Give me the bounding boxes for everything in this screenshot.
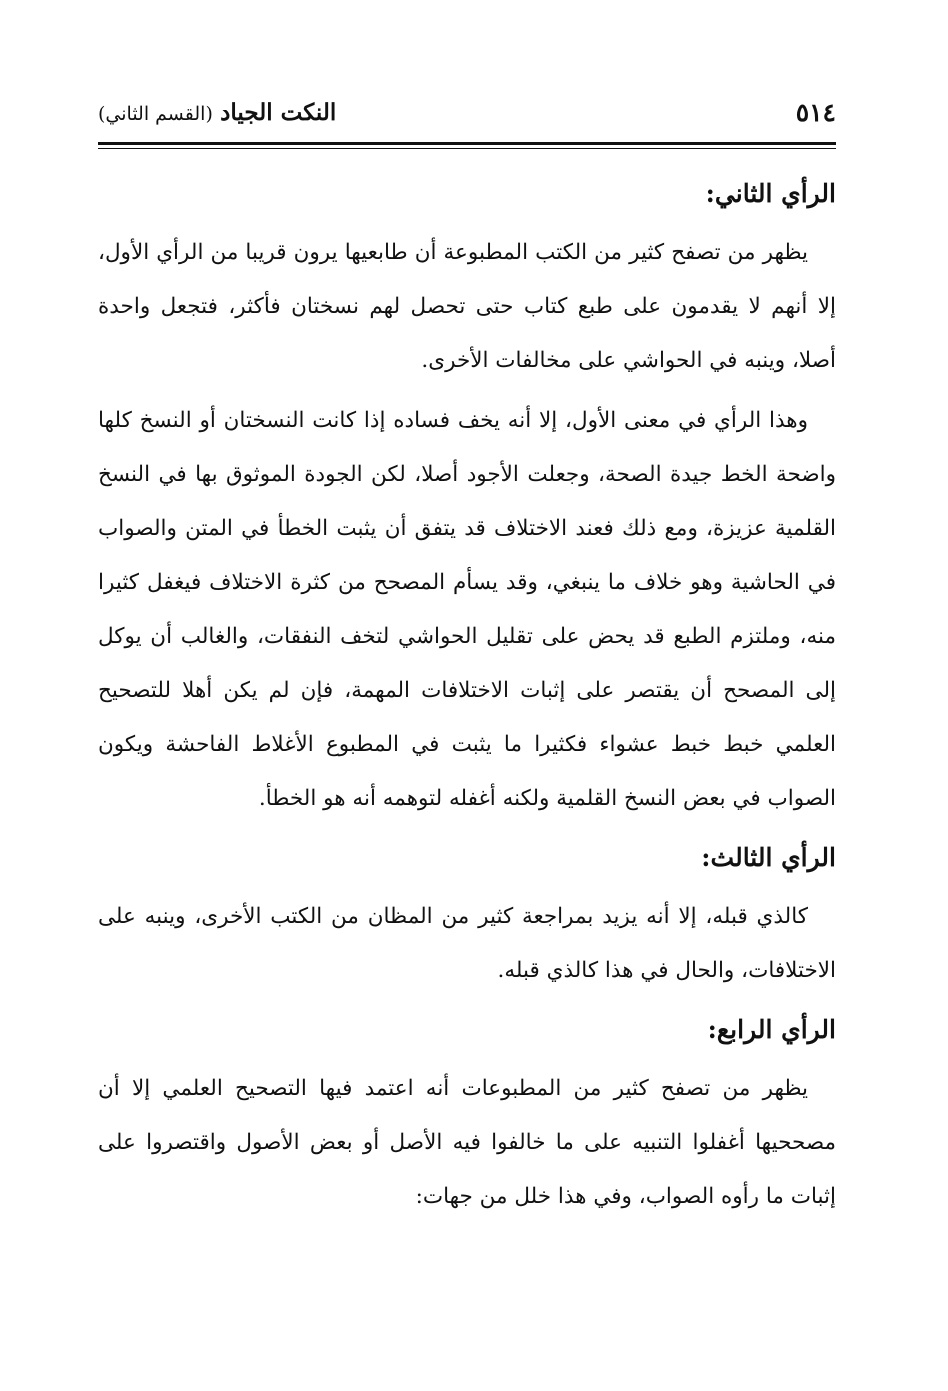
book-part: (القسم الثاني) bbox=[98, 102, 213, 125]
paragraph: كالذي قبله، إلا أنه يزيد بمراجعة كثير من المظان من الكتب الأخرى، وينبه على الاختلافات، والحال في هذا كالذي قبله. bbox=[98, 904, 836, 983]
header-rule-thick bbox=[98, 142, 836, 145]
page-number: ٥١٤ bbox=[795, 97, 836, 127]
paragraph: وهذا الرأي في معنى الأول، إلا أنه يخف فساده إذا كانت النسختان أو النسخ كلها واضحة الخط جيدة الصحة، وجعلت الأجود أصلا، لكن الجودة الموثوق بها في النسخ القلمية عزيزة، ومع ذلك فعند الاختلاف قد يتفق أن يثبت الخطأ في المتن والصواب في الحاشية وهو خلاف ما ينبغي، وقد يسأم المصحح من كثرة الاختلاف فيغفل كثيرا منه، وملتزم الطبع قد يحض على تقليل الحواشي لتخف النفقات، والغالب أن يوكل إلى المصحح أن يقتصر على إثبات الاختلافات المهمة، فإن لم يكن أهلا للتصحيح العلمي خبط خبط عشواء فكثيرا ما يثبت في المطبوع الأغلاط الفاحشة ويكون الصواب في بعض النسخ القلمية ولكنه أغفله لتوهمه أنه هو الخطأ. bbox=[98, 408, 836, 811]
section-heading: الرأي الثاني: bbox=[705, 179, 836, 208]
section-second-opinion bbox=[98, 168, 836, 826]
running-title bbox=[98, 99, 336, 126]
running-header bbox=[98, 92, 836, 132]
paragraph: يظهر من تصفح كثير من المطبوعات أنه اعتمد فيها التصحيح العلمي إلا أن مصححيها أغفلوا التنبيه على ما خالفوا فيه الأصل أو بعض الأصول واقتصروا على إثبات ما رأوه الصواب، وفي هذا خلل من جهات: bbox=[98, 1076, 836, 1209]
paragraph: يظهر من تصفح كثير من الكتب المطبوعة أن طابعيها يرون قريبا من الرأي الأول، إلا أنهم لا يقدمون على طبع كتاب حتى تحصل لهم نسختان فأكثر، فتجعل واحدة أصلا، وينبه في الحواشي على مخالفات الأخرى. bbox=[98, 240, 836, 373]
section-heading: الرأي الرابع: bbox=[707, 1015, 836, 1044]
header-rule-thin bbox=[98, 148, 836, 149]
book-title: النكت الجياد bbox=[220, 98, 337, 126]
page-body bbox=[98, 168, 836, 1224]
section-fourth-opinion bbox=[98, 1004, 836, 1224]
section-heading: الرأي الثالث: bbox=[701, 843, 836, 872]
section-third-opinion bbox=[98, 832, 836, 998]
